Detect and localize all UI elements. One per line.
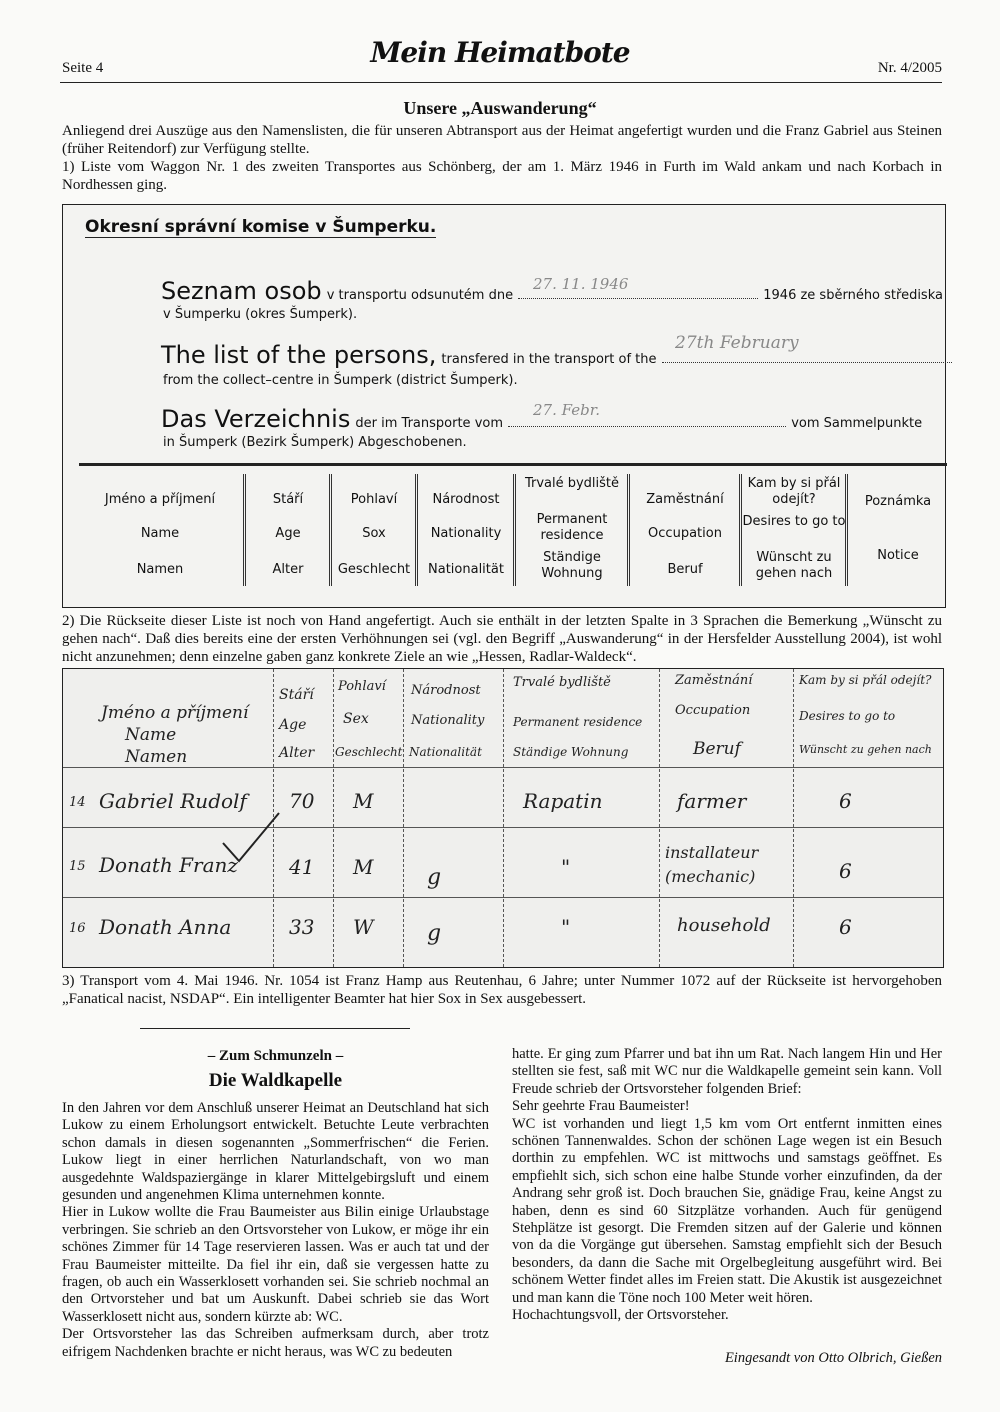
hw-header-nat-3: Nationalität <box>409 745 482 759</box>
row-1-sex: M <box>353 789 374 813</box>
story-right-column <box>512 1046 942 1325</box>
letter-salutation: Sehr geehrte Frau Baumeister! <box>512 1098 690 1115</box>
row-2-occupation: installateur (mechanic) <box>665 843 759 886</box>
item-2-text: 2) Die Rückseite dieser Liste ist noch von Hand angefertigt. Auch sie enthält in der letzten Spalte in 3 Sprachen die Bemerkung „Wünscht zu gehen nach“. Daß dies bereits eine der ersten Verhöhnungen sei (vgl. den Begriff „Auswanderung“ in der Hersfelder Ausstellung 2004), ist wohl nicht anzunehmen; denn einzelne gaben ganz konkrete Ziele an wie „Hessen, Radlar-Waldeck“. <box>62 613 942 665</box>
hw-header-occ-2: Occupation <box>675 703 751 718</box>
hw-header-res-2: Permanent residence <box>513 715 643 729</box>
hw-header-sex-3: Geschlecht <box>335 745 403 759</box>
header-rule <box>60 82 942 83</box>
column-destination: Kam by si přál odejít? Desires to go to Wünscht zu gehen nach <box>739 474 846 586</box>
row-3-nat: g <box>427 921 442 946</box>
row-3-residence: " <box>561 915 571 939</box>
english-heading: The list of the persons, <box>161 341 437 369</box>
german-end: vom Sammelpunkte <box>791 416 923 431</box>
handwritten-date-3: 27. Febr. <box>533 401 600 419</box>
item-3 <box>62 972 942 1008</box>
form-scan <box>62 204 946 608</box>
german-line-2: in Šumperk (Bezirk Šumperk) Abgeschobenen. <box>163 435 467 450</box>
hw-header-dest-3: Wünscht zu gehen nach <box>799 743 932 756</box>
story-kicker: – Zum Schmunzeln – <box>207 1048 344 1064</box>
row-2-name: Donath Franz <box>99 853 238 877</box>
handwritten-date-1: 27. 11. 1946 <box>533 275 629 293</box>
row-1-name: Gabriel Rudolf <box>99 789 247 813</box>
letter-closing: Hochachtungsvoll, der Ortsvorsteher. <box>512 1307 729 1324</box>
row-3-no: 16 <box>69 921 86 936</box>
english-text: transfered in the transport of the <box>441 352 657 367</box>
office-title: Okresní správní komise v Šumperku. <box>85 217 437 237</box>
row-2-nat: g <box>427 865 442 890</box>
masthead-logo: Mein Heimatbote <box>370 36 630 69</box>
intro-text: Anliegend drei Auszüge aus den Namenslisten, die für unseren Abtransport aus der Heimat angefertigt wurden und die Franz Gabriel aus Steinen (früher Reitendorf) zur Verfügung stellte. <box>62 123 942 157</box>
item-2 <box>62 612 942 666</box>
row-2-age: 41 <box>289 855 315 879</box>
english-line-2: from the collect–centre in Šumperk (district Šumperk). <box>163 373 518 388</box>
hw-header-age-1: Stáří <box>279 687 314 703</box>
row-2-no: 15 <box>69 859 86 874</box>
hw-header-nat-2: Nationality <box>411 713 485 728</box>
story-paragraph: Der Ortsvorsteher las das Schreiben aufmerksam durch, aber trotz eifrigem Nachdenken brachte er nicht heraus, was WC zu bedeuten <box>62 1326 489 1360</box>
hw-header-age-3: Alter <box>279 745 315 761</box>
page-number: Seite 4 <box>62 60 104 76</box>
row-2-sex: M <box>353 855 374 879</box>
issue-number: Nr. 4/2005 <box>877 60 942 76</box>
german-text: der im Transporte vom <box>355 416 503 431</box>
hw-header-dest-1: Kam by si přál odejít? <box>799 673 932 687</box>
column-nationality: Národnost Nationality Nationalität <box>415 474 514 586</box>
story-left-column <box>62 1100 489 1361</box>
hw-header-name-3: Namen <box>125 747 188 767</box>
handwritten-list-scan <box>62 668 944 968</box>
handwritten-date-2: 27th February <box>675 333 799 353</box>
czech-text: v transportu odsunutém dne <box>326 288 514 303</box>
column-sex: Pohlaví Sox Geschlecht <box>329 474 416 586</box>
row-1-age: 70 <box>289 789 315 813</box>
column-notice: Poznámka Notice <box>845 474 948 586</box>
row-2-residence: " <box>561 855 571 879</box>
hw-header-age-2: Age <box>279 717 307 733</box>
row-3-age: 33 <box>289 915 315 939</box>
story-signature: Eingesandt von Otto Olbrich, Gießen <box>724 1350 942 1366</box>
row-3-occupation: household <box>677 915 771 936</box>
czech-heading: Seznam osob <box>161 277 322 305</box>
german-heading: Das Verzeichnis <box>161 405 351 433</box>
section-divider <box>140 1028 410 1029</box>
row-1-no: 14 <box>69 795 86 810</box>
hw-header-nat-1: Národnost <box>411 683 481 698</box>
hw-header-res-1: Trvalé bydliště <box>513 675 611 690</box>
hw-header-occ-3: Beruf <box>693 739 741 759</box>
column-residence: Trvalé bydliště Permanent residence Ständige Wohnung <box>513 474 628 586</box>
hw-header-dest-2: Desires to go to <box>799 709 896 723</box>
czech-year: 1946 ze sběrného střediska <box>763 288 943 303</box>
hw-header-sex-2: Sex <box>343 711 369 727</box>
form-table-header <box>79 463 947 590</box>
story-paragraph: In den Jahren vor dem Anschluß unserer Heimat an Deutschland hat sich Lukow zu einem Erholungsort entwickelt. Betuchte Leute verbrachten schon damals in diesen sogenannten „Sommerfrischen“ die Ferien. Lukow liegt in einer herrlichen Naturlandschaft, von wo man ausgedehnte Waldspaziergänge in klarer Mittelgebirgsluft und einem gesunden und angenehmen Klima unternehmen konnte. <box>62 1100 489 1204</box>
hw-header-occ-1: Zaměstnání <box>675 673 753 688</box>
row-2-destination: 6 <box>839 859 852 883</box>
row-1-destination: 6 <box>839 789 852 813</box>
row-3-destination: 6 <box>839 915 852 939</box>
english-line <box>161 341 952 369</box>
story-paragraph: hatte. Er ging zum Pfarrer und bat ihn um Rat. Nach langem Hin und Her stellten sie fest, saß mit WC nur die Waldkapelle gemeint sein kann. Voll Freude schrieb der Ortsvorsteher folgenden Brief: <box>512 1046 942 1097</box>
hw-header-name-1: Jméno a příjmení <box>101 703 249 723</box>
article-title: Unsere „Auswanderung“ <box>403 98 597 118</box>
article-intro <box>62 122 942 194</box>
column-age: Stáří Age Alter <box>243 474 330 586</box>
letter-body: WC ist vorhanden und liegt 1,5 km vom Ort entfernt inmitten eines schönen Tannenwaldes. Schon der schönen Lage wegen ist ein Besuch dorthin zu empfehlen. WC ist mittwochs und samstags geöffnet. Es empfiehlt sich, sich schon eine halbe Stunde vorher einzufinden, da der Andrang sehr groß ist. Doch brauchen Sie, gnädige Frau, keine Angst zu haben, denn es sind 60 Sitzplätze vorhanden. Auch für genügend Stehplätze ist gesorgt. Die Fremden sitzen auf der Galerie und können von da die Vorgänge gut übersehen. Samstag empfiehlt sich der Besuch besonders, da dann die Sache mit Orgelbegleitung ausgeführt wird. Bei schönem Wetter findet alles im Freien statt. Die Akustik ist ausgezeichnet und man kann die Töne noch 100 Meter weit hören. <box>512 1115 942 1306</box>
czech-line-2: v Šumperku (okres Šumperk). <box>163 307 358 322</box>
row-1-residence: Rapatin <box>523 789 603 813</box>
hw-header-res-3: Ständige Wohnung <box>513 745 629 759</box>
checkmark-icon <box>213 809 293 869</box>
row-1-occupation: farmer <box>677 789 747 813</box>
story-paragraph: Hier in Lukow wollte die Frau Baumeister aus Bilin einige Urlaubstage verbringen. Sie schrieb an den Ortsvorsteher von Lukow, er möge ihr ein schönes Zimmer für 14 Tage reservieren lassen. Was er auch tat und der Frau Baumeister mitteilte. Da fiel ihr ein, daß sie vergessen hatte zu fragen, ob auch ein Wasserklosett vorhanden sei. Sie schrieb nochmal an den Ortvorsteher und bat um Auskunft. Dabei schrieb sie das Wort Wasserklosett nicht aus, sondern kürzte ab: WC. <box>62 1204 489 1325</box>
column-occupation: Zaměstnání Occupation Beruf <box>627 474 740 586</box>
hw-header-name-2: Name <box>125 725 177 745</box>
row-3-sex: W <box>353 915 374 939</box>
item-3-text: 3) Transport vom 4. Mai 1946. Nr. 1054 ist Franz Hamp aus Reutenhau, 6 Jahre; unter Nummer 1072 auf der Rückseite ist hervorgehoben „Fanatical nacist, NSDAP“. Ein intelligenter Beamter hat hier Sox in Sex ausgebessert. <box>62 973 942 1007</box>
story-title: Die Waldkapelle <box>208 1070 343 1091</box>
hw-header-sex-1: Pohlaví <box>338 679 386 694</box>
column-name: Jméno a příjmení Name Namen <box>104 492 216 577</box>
row-3-name: Donath Anna <box>99 915 232 939</box>
item-1-text: 1) Liste vom Waggon Nr. 1 des zweiten Transportes aus Schönberg, der am 1. März 1946 in Furth im Wald ankam und nach Korbach in Nordhessen ging. <box>62 159 942 193</box>
